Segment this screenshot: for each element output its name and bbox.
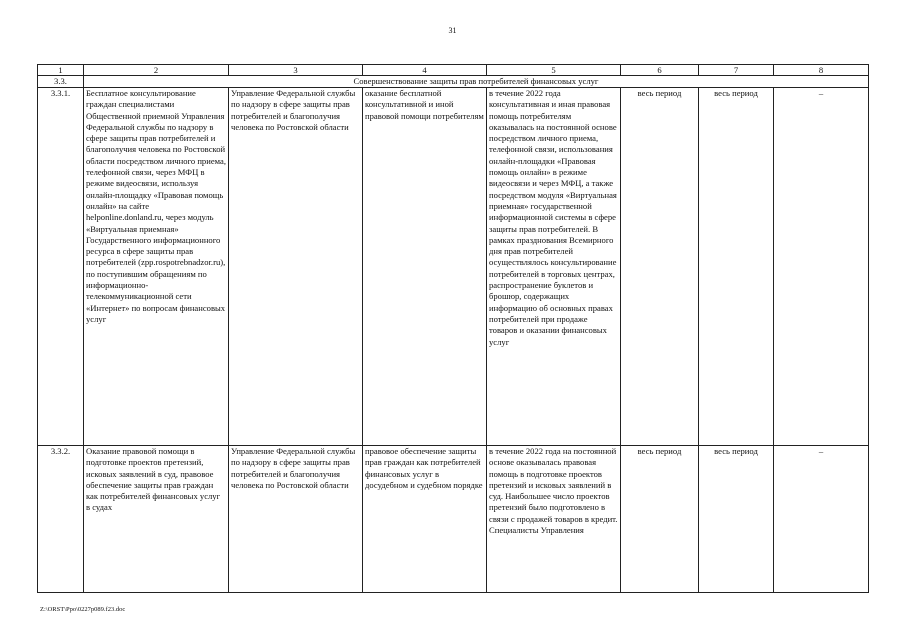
section-title: Совершенствование защиты прав потребителей финансовых услуг (84, 76, 869, 88)
table-row (38, 88, 869, 446)
event-cell: Бесплатное консультирование граждан специалистами Общественной приемной Управления Федеральной службы по надзору в сфере защиты прав потребителей и благополучия человека по Ростовской области посредством личного приема, телефонной связи, через МФЦ в режиме видеосвязи, используя онлайн-площадку «Правовая помощь онлайн» на сайте helponline.donland.ru, через модуль «Виртуальная приемная» Государственного информационного ресурса в сфере защиты прав потребителей (zpp.rospotrebnadzor.ru), по поступившим обращениям по информационно-телекоммуникационной сети «Интернет» по вопросам финансовых услуг (84, 88, 229, 446)
section-row (38, 76, 869, 88)
column-header: 4 (363, 65, 487, 76)
row-number: 3.3.2. (38, 446, 84, 593)
result-cell: правовое обеспечение защиты прав граждан как потребителей финансовых услуг в досудебном и судебном порядке (363, 446, 487, 593)
report-table (37, 64, 869, 593)
info-cell: в течение 2022 года на постоянной основе оказывалась правовая помощь в подготовке проектов претензий и исковых заявлений в суд. Наибольшее число проектов претензий было подготовлено в связи с продажей товаров в кредит. Специалисты Управления (487, 446, 621, 593)
footer-file-path: Z:\ORST\Ppo\0227p089.f23.doc (40, 606, 126, 613)
section-number: 3.3. (38, 76, 84, 88)
note-cell: – (774, 88, 869, 446)
period-plan-cell: весь период (621, 88, 699, 446)
column-header: 1 (38, 65, 84, 76)
period-plan-cell: весь период (621, 446, 699, 593)
column-header: 8 (774, 65, 869, 76)
note-cell: – (774, 446, 869, 593)
column-number-row (38, 65, 869, 76)
column-header: 5 (487, 65, 621, 76)
column-header: 3 (229, 65, 363, 76)
table-row (38, 446, 869, 593)
column-header: 2 (84, 65, 229, 76)
info-cell: в течение 2022 года консультативная и иная правовая помощь потребителям оказывалась на постоянной основе посредством личного приема, телефонной связи, использования онлайн-площадки «Правовая помощь онлайн» в режиме видеосвязи и через МФЦ, а также посредством модуля «Виртуальная приемная» государственной информационной системы в сфере защиты прав потребителей. В рамках празднования Всемирного дня прав потребителей осуществлялось консультирование потребителей в торговых центрах, распространение буклетов и брошюр, содержащих информацию об основных правах потребителей при продаже товаров и оказании финансовых услуг (487, 88, 621, 446)
row-number: 3.3.1. (38, 88, 84, 446)
executor-cell: Управление Федеральной службы по надзору в сфере защиты прав потребителей и благополучия человека по Ростовской области (229, 446, 363, 593)
executor-cell: Управление Федеральной службы по надзору в сфере защиты прав потребителей и благополучия человека по Ростовской области (229, 88, 363, 446)
column-header: 6 (621, 65, 699, 76)
period-fact-cell: весь период (699, 88, 774, 446)
column-header: 7 (699, 65, 774, 76)
period-fact-cell: весь период (699, 446, 774, 593)
result-cell: оказание бесплатной консультативной и иной правовой помощи потребителям (363, 88, 487, 446)
event-cell: Оказание правовой помощи в подготовке проектов претензий, исковых заявлений в суд, правовое обеспечение защиты прав граждан как потребителей финансовых услуг в судах (84, 446, 229, 593)
page-number: 31 (448, 26, 457, 35)
